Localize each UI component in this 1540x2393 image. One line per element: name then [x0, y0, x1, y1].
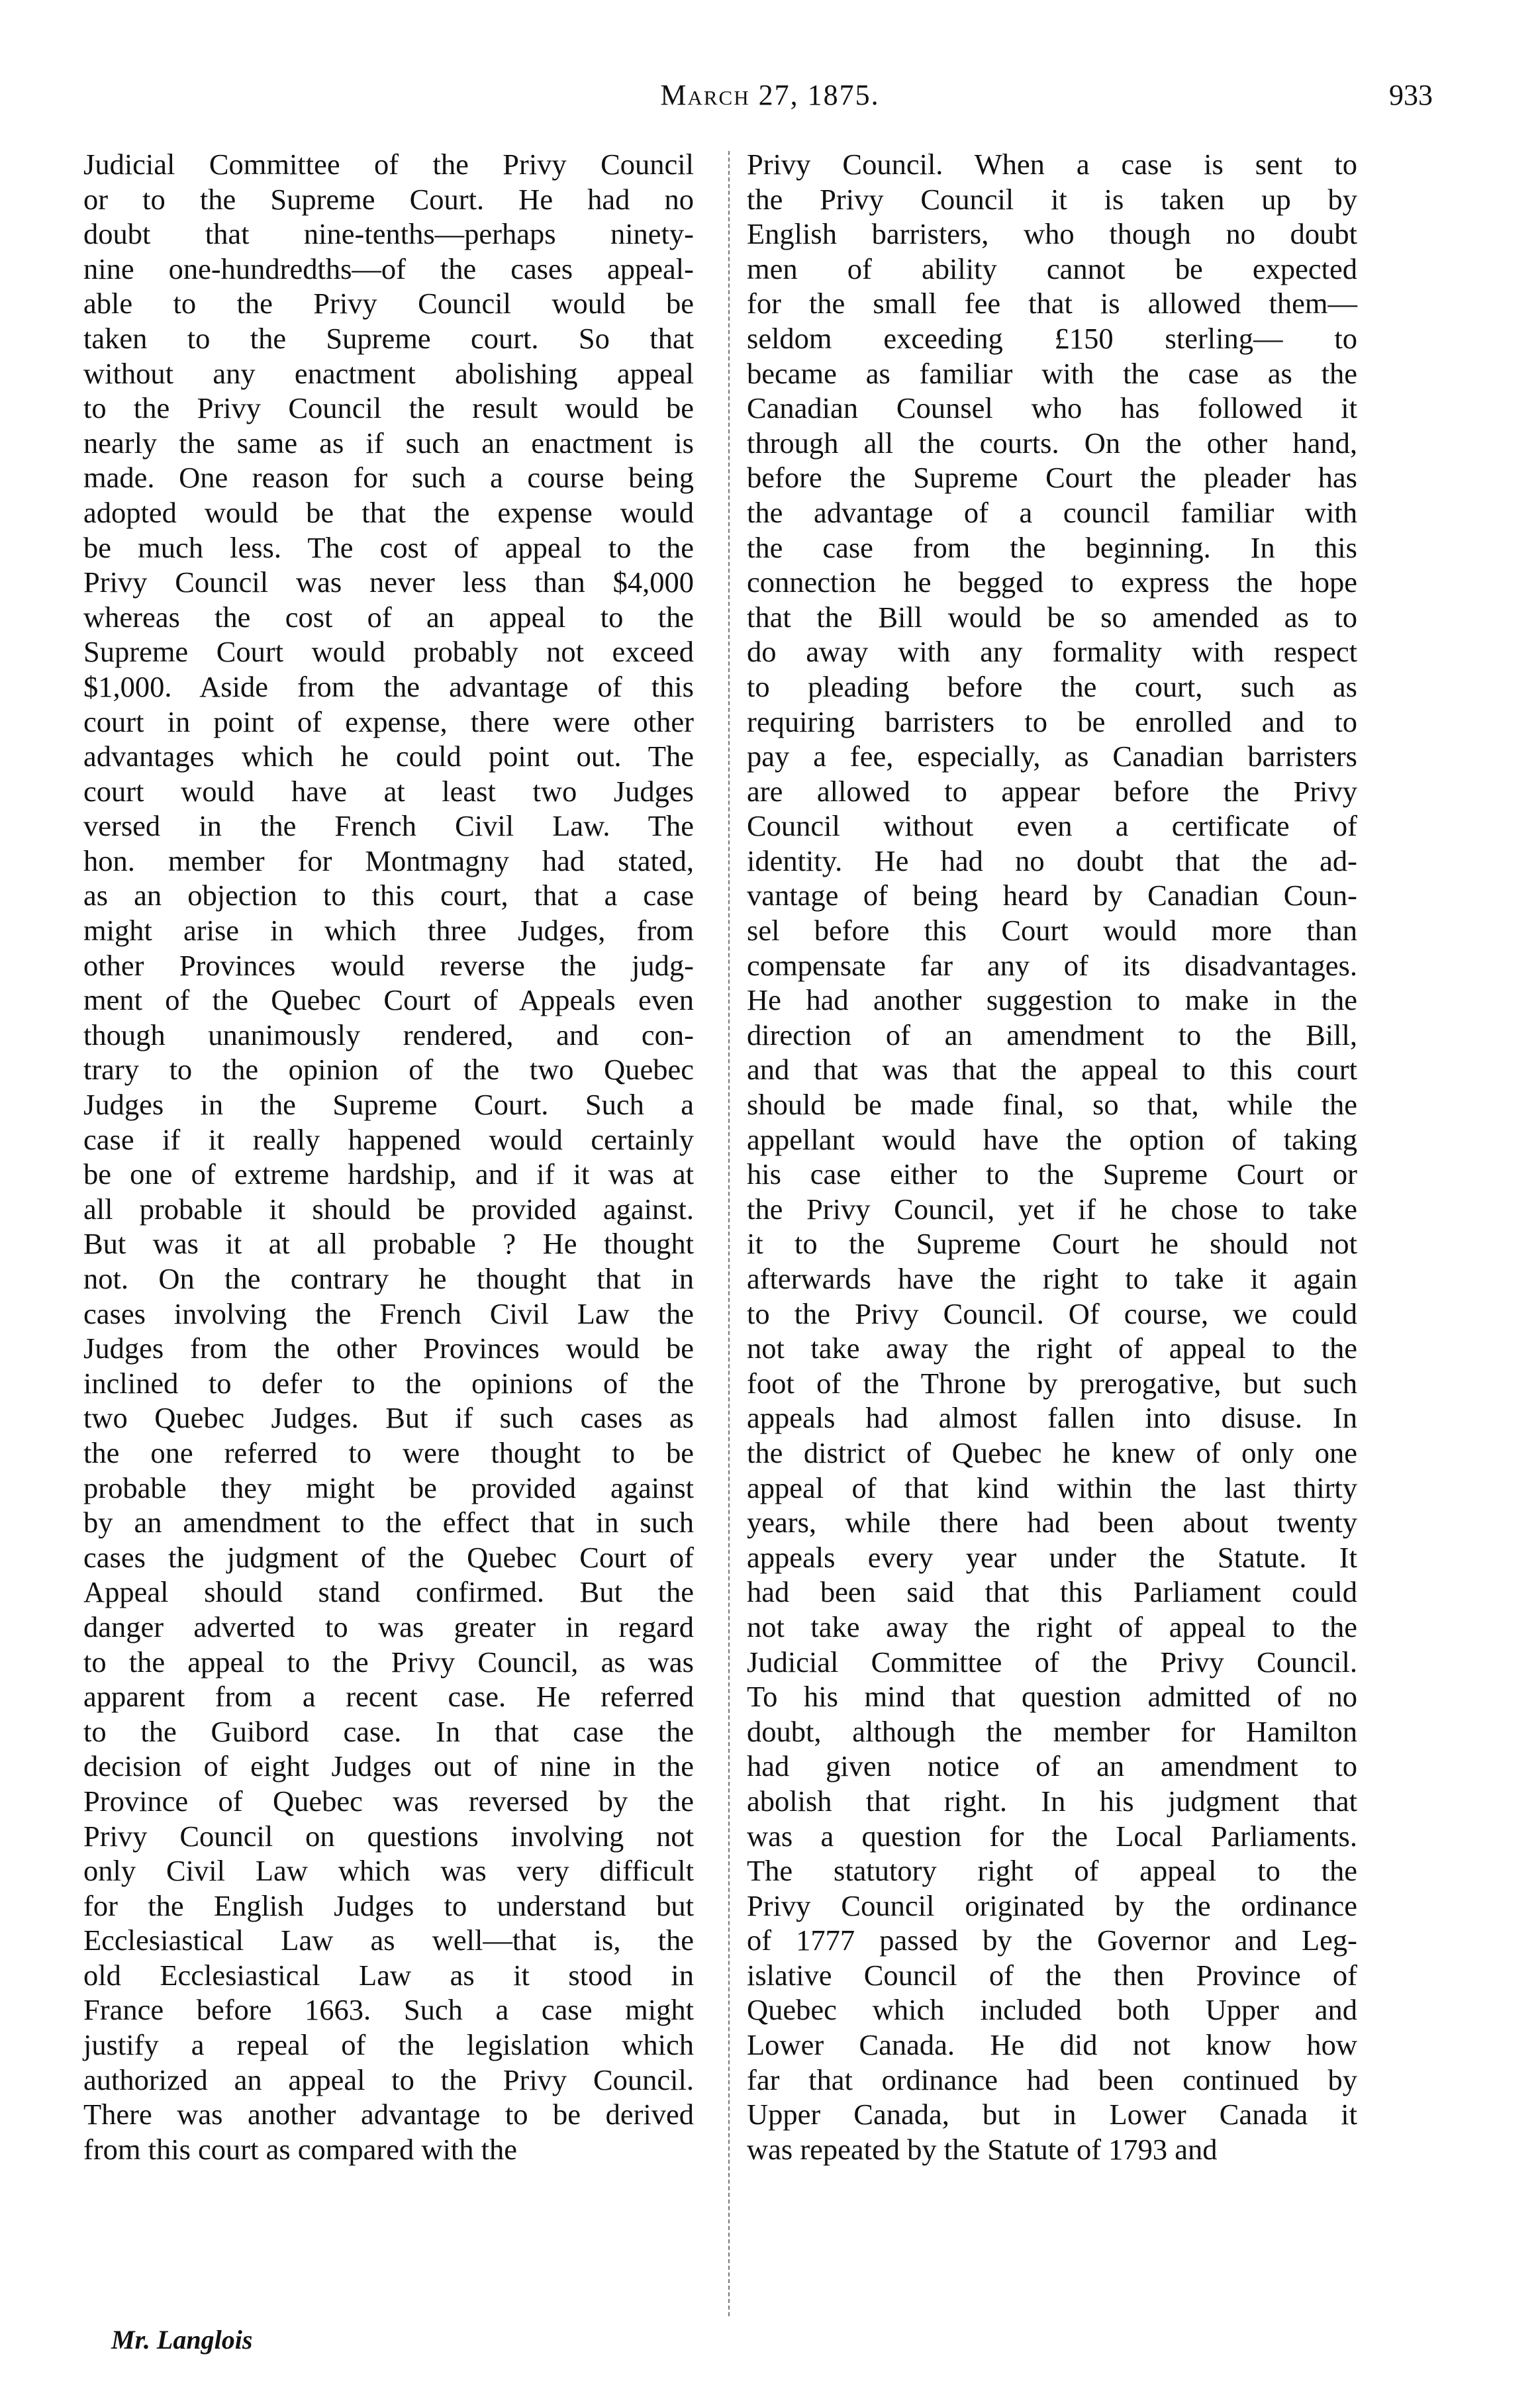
text-line: whereas the cost of an appeal to the	[83, 600, 694, 634]
text-line: to the Privy Council. Of course, we could	[747, 1296, 1357, 1330]
text-line: afterwards have the right to take it again	[747, 1262, 1357, 1295]
text-line: to the Guibord case. In that case the	[83, 1714, 694, 1748]
text-line: the Privy Council it is taken up by	[747, 182, 1357, 216]
text-line: requiring barristers to be enrolled and to	[747, 705, 1357, 738]
text-line: are allowed to appear before the Privy	[747, 774, 1357, 808]
text-line: court in point of expense, there were other	[83, 705, 694, 738]
text-line: $1,000. Aside from the advantage of this	[83, 669, 694, 703]
text-line: it to the Supreme Court he should not	[747, 1227, 1357, 1261]
text-line: not. On the contrary he thought that in	[83, 1262, 694, 1295]
text-line: appellant would have the option of taking	[747, 1122, 1357, 1156]
text-line: old Ecclesiastical Law as it stood in	[83, 1958, 694, 1992]
text-line: had given notice of an amendment to	[747, 1749, 1357, 1783]
text-line: from this court as compared with the	[83, 2132, 517, 2166]
text-line: able to the Privy Council would be	[83, 287, 694, 320]
text-line: Appeal should stand confirmed. But the	[83, 1575, 694, 1609]
text-line: appeal of that kind within the last thirty	[747, 1471, 1357, 1504]
text-line: became as familiar with the case as the	[747, 356, 1357, 390]
text-line: might arise in which three Judges, from	[83, 914, 694, 948]
text-line: direction of an amendment to the Bill,	[747, 1018, 1357, 1051]
text-line: before the Supreme Court the pleader has	[747, 461, 1357, 495]
text-line: Privy Council originated by the ordinance	[747, 1888, 1357, 1922]
text-line: connection he begged to express the hope	[747, 565, 1357, 599]
text-line: made. One reason for such a course being	[83, 461, 694, 495]
text-line: abolish that right. In his judgment that	[747, 1784, 1357, 1818]
text-line: or to the Supreme Court. He had no	[83, 182, 694, 216]
text-line: the case from the beginning. In this	[747, 530, 1357, 564]
text-line: Province of Quebec was reversed by the	[83, 1784, 694, 1818]
text-line: the advantage of a council familiar with	[747, 495, 1357, 529]
text-line: sel before this Court would more than	[747, 914, 1357, 948]
text-line: Council without even a certificate of	[747, 809, 1357, 843]
text-line: Ecclesiastical Law as well—that is, the	[83, 1924, 694, 1957]
text-line: to the appeal to the Privy Council, as was	[83, 1645, 694, 1679]
text-line: France before 1663. Such a case might	[83, 1993, 694, 2027]
text-line: trary to the opinion of the two Quebec	[83, 1053, 694, 1087]
speaker-name: Mr. Langlois	[111, 2325, 253, 2355]
text-line: To his mind that question admitted of no	[747, 1680, 1357, 1714]
text-line: cases the judgment of the Quebec Court of	[83, 1540, 694, 1574]
text-line: There was another advantage to be derived	[83, 2098, 694, 2131]
text-line: the district of Quebec he knew of only one	[747, 1436, 1357, 1469]
text-line: by an amendment to the effect that in such	[83, 1506, 694, 1539]
text-line: taken to the Supreme court. So that	[83, 321, 694, 355]
text-line: case if it really happened would certainly	[83, 1122, 694, 1156]
text-line: far that ordinance had been continued by	[747, 2063, 1357, 2096]
text-line: compensate far any of its disadvantages.	[747, 948, 1357, 982]
text-line: adopted would be that the expense would	[83, 495, 694, 529]
text-line: appeals had almost fallen into disuse. In	[747, 1401, 1357, 1435]
text-line: men of ability cannot be expected	[747, 252, 1357, 285]
page-number: 933	[1389, 79, 1433, 111]
text-line: doubt, although the member for Hamilton	[747, 1714, 1357, 1748]
text-line: justify a repeal of the legislation which	[83, 2028, 694, 2062]
text-line: apparent from a recent case. He referred	[83, 1680, 694, 1714]
text-line: seldom exceeding £150 sterling— to	[747, 321, 1357, 355]
text-line: had been said that this Parliament could	[747, 1575, 1357, 1609]
text-line: Privy Council was never less than $4,000	[83, 565, 694, 599]
text-line: ment of the Quebec Court of Appeals even	[83, 983, 694, 1017]
text-line: was repeated by the Statute of 1793 and	[747, 2132, 1218, 2166]
text-line: not take away the right of appeal to the	[747, 1610, 1357, 1643]
text-line: do away with any formality with respect	[747, 635, 1357, 669]
text-line: Quebec which included both Upper and	[747, 1993, 1357, 2027]
text-line: court would have at least two Judges	[83, 774, 694, 808]
text-line: of 1777 passed by the Governor and Leg-	[747, 1924, 1357, 1957]
text-line: though unanimously rendered, and con-	[83, 1018, 694, 1051]
text-line: Privy Council on questions involving not	[83, 1819, 694, 1853]
text-line: doubt that nine-tenths—perhaps ninety-	[83, 217, 694, 251]
text-line: authorized an appeal to the Privy Council.	[83, 2063, 694, 2096]
text-line: hon. member for Montmagny had stated,	[83, 844, 694, 877]
text-line: English barristers, who though no doubt	[747, 217, 1357, 251]
page-date: March 27, 1875.	[660, 79, 880, 111]
text-line: pay a fee, especially, as Canadian barristers	[747, 740, 1357, 773]
text-line: through all the courts. On the other hand,	[747, 426, 1357, 460]
text-line: He had another suggestion to make in the	[747, 983, 1357, 1017]
text-line: versed in the French Civil Law. The	[83, 809, 694, 843]
text-line: nine one-hundredths—of the cases appeal-	[83, 252, 694, 285]
text-line: should be made final, so that, while the	[747, 1088, 1357, 1122]
text-line: was a question for the Local Parliaments.	[747, 1819, 1357, 1853]
text-line: Lower Canada. He did not know how	[747, 2028, 1357, 2062]
text-line: vantage of being heard by Canadian Coun-	[747, 879, 1357, 912]
text-line: But was it at all probable ? He thought	[83, 1227, 694, 1261]
text-line: Judges in the Supreme Court. Such a	[83, 1088, 694, 1122]
text-line: all probable it should be provided against.	[83, 1192, 694, 1226]
text-line: to the Privy Council the result would be	[83, 391, 694, 425]
text-line: identity. He had no doubt that the ad-	[747, 844, 1357, 877]
text-line: as an objection to this court, that a case	[83, 879, 694, 912]
text-line: that the Bill would be so amended as to	[747, 600, 1357, 634]
text-line: advantages which he could point out. The	[83, 740, 694, 773]
text-line: islative Council of the then Province of	[747, 1958, 1357, 1992]
text-column-right	[747, 147, 1357, 2167]
text-line: two Quebec Judges. But if such cases as	[83, 1401, 694, 1435]
page-header	[0, 78, 1540, 124]
text-line: be one of extreme hardship, and if it was at	[83, 1157, 694, 1191]
text-line: Privy Council. When a case is sent to	[747, 148, 1357, 181]
text-line: only Civil Law which was very difficult	[83, 1854, 694, 1888]
text-line: Judges from the other Provinces would be	[83, 1332, 694, 1365]
text-line: years, while there had been about twenty	[747, 1506, 1357, 1539]
text-line: cases involving the French Civil Law the	[83, 1296, 694, 1330]
text-line: to pleading before the court, such as	[747, 669, 1357, 703]
text-line: nearly the same as if such an enactment is	[83, 426, 694, 460]
text-line: inclined to defer to the opinions of the	[83, 1366, 694, 1400]
text-line: probable they might be provided against	[83, 1471, 694, 1504]
column-divider	[728, 151, 730, 2316]
text-line: Supreme Court would probably not exceed	[83, 635, 694, 669]
text-line: be much less. The cost of appeal to the	[83, 530, 694, 564]
text-line: Canadian Counsel who has followed it	[747, 391, 1357, 425]
text-line: Judicial Committee of the Privy Council.	[747, 1645, 1357, 1679]
text-line: danger adverted to was greater in regard	[83, 1610, 694, 1643]
text-line: Judicial Committee of the Privy Council	[83, 148, 694, 181]
text-line: for the English Judges to understand but	[83, 1888, 694, 1922]
text-line: his case either to the Supreme Court or	[747, 1157, 1357, 1191]
text-column-left	[83, 147, 694, 2167]
text-line: appeals every year under the Statute. It	[747, 1540, 1357, 1574]
text-line: The statutory right of appeal to the	[747, 1854, 1357, 1888]
text-line: for the small fee that is allowed them—	[747, 287, 1357, 320]
text-line: decision of eight Judges out of nine in the	[83, 1749, 694, 1783]
text-line: foot of the Throne by prerogative, but such	[747, 1366, 1357, 1400]
text-line: other Provinces would reverse the judg-	[83, 948, 694, 982]
text-line: not take away the right of appeal to the	[747, 1332, 1357, 1365]
text-line: without any enactment abolishing appeal	[83, 356, 694, 390]
text-line: Upper Canada, but in Lower Canada it	[747, 2098, 1357, 2131]
text-line: and that was that the appeal to this court	[747, 1053, 1357, 1087]
text-line: the Privy Council, yet if he chose to take	[747, 1192, 1357, 1226]
text-line: the one referred to were thought to be	[83, 1436, 694, 1469]
